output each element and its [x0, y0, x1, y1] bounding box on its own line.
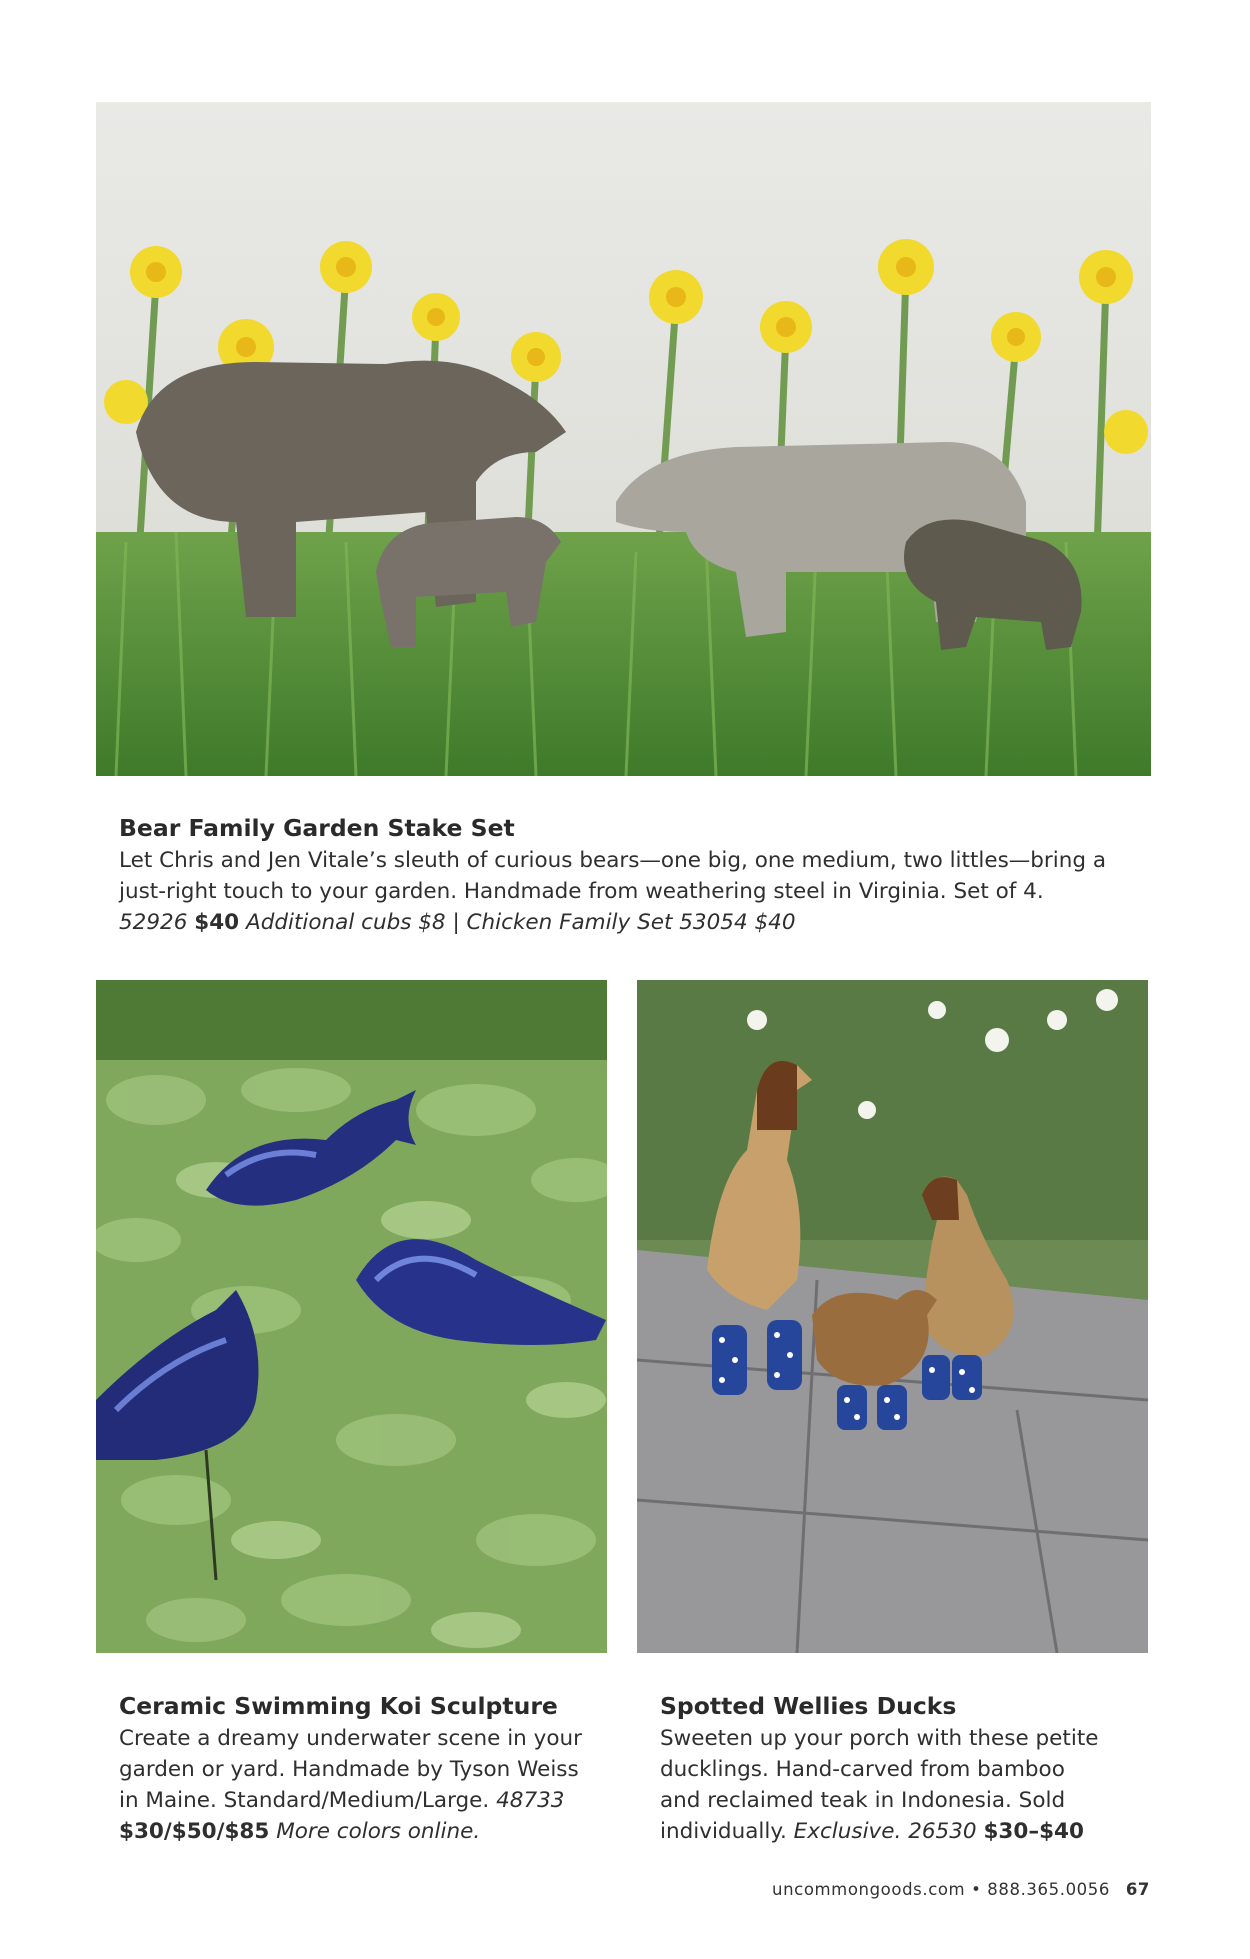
ducks-item-number: 26530 — [908, 1819, 977, 1844]
bear-item-number: 52926 — [119, 910, 188, 935]
ducks-product-description — [660, 1689, 1140, 1847]
footer-separator: • — [971, 1880, 982, 1899]
koi-price-line — [119, 1816, 599, 1847]
ducks-exclusive-label: Exclusive. — [793, 1819, 902, 1844]
footer-phone: 888.365.0056 — [987, 1880, 1110, 1899]
koi-description-line-3-text: in Maine. Standard/Medium/Large. — [119, 1788, 490, 1813]
bear-additional-info: Additional cubs $8 | Chicken Family Set 53054 $40 — [245, 910, 796, 935]
koi-additional-info: More colors online. — [276, 1819, 481, 1844]
ducks-product-title: Spotted Wellies Ducks — [660, 1692, 957, 1720]
koi-sculpture-illustration — [96, 980, 607, 1653]
ducks-description-line-4-text: individually. — [660, 1819, 787, 1844]
bear-family-photo — [96, 102, 1151, 776]
page-number: 67 — [1125, 1880, 1150, 1899]
bear-product-title: Bear Family Garden Stake Set — [119, 814, 515, 842]
koi-description-line-1: Create a dreamy underwater scene in your — [119, 1726, 582, 1751]
koi-product-description — [119, 1689, 599, 1847]
wellies-ducks-photo — [637, 980, 1148, 1653]
ducks-price: $30–$40 — [983, 1819, 1084, 1844]
ducks-description-line-2: ducklings. Hand-carved from bamboo — [660, 1757, 1065, 1782]
ducks-description-line-3: and reclaimed teak in Indonesia. Sold — [660, 1788, 1066, 1813]
bear-price: $40 — [194, 910, 240, 935]
ducks-description-line-4 — [660, 1816, 1140, 1847]
koi-description-line-2: garden or yard. Handmade by Tyson Weiss — [119, 1757, 579, 1782]
ducks-description-line-1: Sweeten up your porch with these petite — [660, 1726, 1099, 1751]
koi-product-title: Ceramic Swimming Koi Sculpture — [119, 1692, 558, 1720]
bear-price-line — [119, 907, 1129, 938]
koi-sculpture-photo — [96, 980, 607, 1653]
footer-website: uncommongoods.com — [772, 1880, 966, 1899]
koi-description-line-3 — [119, 1785, 599, 1816]
koi-price: $30/$50/$85 — [119, 1819, 270, 1844]
koi-item-number: 48733 — [496, 1788, 565, 1813]
bear-family-illustration — [96, 102, 1151, 776]
page-footer — [772, 1880, 1150, 1899]
bear-product-description — [119, 811, 1129, 938]
bear-description-line-1: Let Chris and Jen Vitale’s sleuth of curious bears—one big, one medium, two littles—bring a — [119, 848, 1107, 873]
wellies-ducks-illustration — [637, 980, 1148, 1653]
bear-description-line-2: just-right touch to your garden. Handmade from weathering steel in Virginia. Set of 4. — [119, 879, 1044, 904]
